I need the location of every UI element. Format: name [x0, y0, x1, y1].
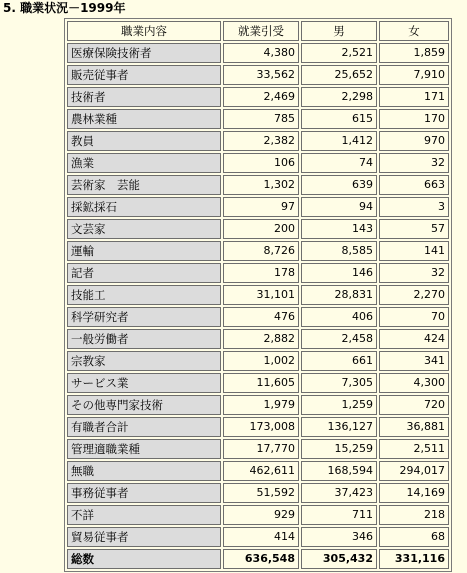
employed-cell: 178 [223, 263, 299, 283]
male-cell: 94 [301, 197, 377, 217]
header-female: 女 [379, 21, 449, 41]
male-cell: 639 [301, 175, 377, 195]
male-cell: 2,521 [301, 43, 377, 63]
female-cell: 2,511 [379, 439, 449, 459]
occupation-cell: 有職者合計 [67, 417, 221, 437]
table-row [67, 329, 449, 349]
table-row [67, 417, 449, 437]
employed-cell: 200 [223, 219, 299, 239]
female-cell: 57 [379, 219, 449, 239]
table-row [67, 439, 449, 459]
female-cell: 720 [379, 395, 449, 415]
male-cell: 2,458 [301, 329, 377, 349]
table-row [67, 373, 449, 393]
table-row [67, 263, 449, 283]
table-row [67, 527, 449, 547]
occupation-cell: 記者 [67, 263, 221, 283]
employed-cell: 17,770 [223, 439, 299, 459]
table-row [67, 87, 449, 107]
male-cell: 615 [301, 109, 377, 129]
table-row [67, 307, 449, 327]
occupation-cell: サービス業 [67, 373, 221, 393]
occupation-cell: その他専門家技術 [67, 395, 221, 415]
occupation-cell: 芸術家 芸能 [67, 175, 221, 195]
employed-cell: 785 [223, 109, 299, 129]
male-cell: 8,585 [301, 241, 377, 261]
occupation-cell: 技術者 [67, 87, 221, 107]
female-cell: 294,017 [379, 461, 449, 481]
header-employed: 就業引受 [223, 21, 299, 41]
table-total-row [67, 549, 449, 569]
table-row [67, 131, 449, 151]
table-row [67, 505, 449, 525]
employed-cell: 4,380 [223, 43, 299, 63]
occupation-cell: 技能工 [67, 285, 221, 305]
female-cell: 170 [379, 109, 449, 129]
occupation-cell: 採鉱採石 [67, 197, 221, 217]
female-cell: 218 [379, 505, 449, 525]
page-title: 5. 職業状況－1999年 [3, 1, 126, 15]
male-cell: 2,298 [301, 87, 377, 107]
occupation-cell: 無職 [67, 461, 221, 481]
occupation-cell: 一般労働者 [67, 329, 221, 349]
female-cell: 14,169 [379, 483, 449, 503]
female-cell: 32 [379, 263, 449, 283]
female-cell: 341 [379, 351, 449, 371]
employed-cell: 929 [223, 505, 299, 525]
female-cell: 2,270 [379, 285, 449, 305]
header-occupation: 職業内容 [67, 21, 221, 41]
table-header-row [67, 21, 449, 41]
employed-cell: 1,979 [223, 395, 299, 415]
female-cell: 3 [379, 197, 449, 217]
male-cell: 25,652 [301, 65, 377, 85]
female-cell: 171 [379, 87, 449, 107]
male-cell: 74 [301, 153, 377, 173]
employed-cell: 8,726 [223, 241, 299, 261]
table-row [67, 241, 449, 261]
employed-cell: 2,882 [223, 329, 299, 349]
female-cell: 970 [379, 131, 449, 151]
male-cell: 346 [301, 527, 377, 547]
occupation-cell: 管理適職業種 [67, 439, 221, 459]
occupation-cell: 文芸家 [67, 219, 221, 239]
employed-cell: 51,592 [223, 483, 299, 503]
female-cell: 7,910 [379, 65, 449, 85]
female-cell: 68 [379, 527, 449, 547]
occupation-cell: 宗教家 [67, 351, 221, 371]
male-cell: 146 [301, 263, 377, 283]
female-cell: 4,300 [379, 373, 449, 393]
employed-cell: 173,008 [223, 417, 299, 437]
occupation-cell: 運輸 [67, 241, 221, 261]
male-cell: 28,831 [301, 285, 377, 305]
female-cell: 36,881 [379, 417, 449, 437]
table-row [67, 285, 449, 305]
employed-cell: 2,382 [223, 131, 299, 151]
employed-cell: 414 [223, 527, 299, 547]
occupation-cell: 事務従事者 [67, 483, 221, 503]
female-cell: 331,116 [379, 549, 449, 569]
male-cell: 37,423 [301, 483, 377, 503]
table-row [67, 43, 449, 63]
employed-cell: 97 [223, 197, 299, 217]
male-cell: 1,412 [301, 131, 377, 151]
table-row [67, 483, 449, 503]
occupation-cell: 医療保険技術者 [67, 43, 221, 63]
employed-cell: 462,611 [223, 461, 299, 481]
male-cell: 168,594 [301, 461, 377, 481]
female-cell: 32 [379, 153, 449, 173]
occupation-table [64, 18, 452, 572]
occupation-cell: 科学研究者 [67, 307, 221, 327]
occupation-cell: 不詳 [67, 505, 221, 525]
occupation-cell: 教員 [67, 131, 221, 151]
employed-cell: 11,605 [223, 373, 299, 393]
header-male: 男 [301, 21, 377, 41]
male-cell: 143 [301, 219, 377, 239]
employed-cell: 106 [223, 153, 299, 173]
occupation-cell: 農林業種 [67, 109, 221, 129]
male-cell: 7,305 [301, 373, 377, 393]
female-cell: 1,859 [379, 43, 449, 63]
table-row [67, 175, 449, 195]
occupation-cell: 漁業 [67, 153, 221, 173]
table-row [67, 461, 449, 481]
female-cell: 663 [379, 175, 449, 195]
table-row [67, 153, 449, 173]
occupation-cell: 総数 [67, 549, 221, 569]
female-cell: 70 [379, 307, 449, 327]
table-row [67, 65, 449, 85]
female-cell: 141 [379, 241, 449, 261]
employed-cell: 476 [223, 307, 299, 327]
male-cell: 136,127 [301, 417, 377, 437]
employed-cell: 31,101 [223, 285, 299, 305]
female-cell: 424 [379, 329, 449, 349]
employed-cell: 636,548 [223, 549, 299, 569]
table-row [67, 219, 449, 239]
male-cell: 661 [301, 351, 377, 371]
table-row [67, 197, 449, 217]
employed-cell: 1,302 [223, 175, 299, 195]
employed-cell: 33,562 [223, 65, 299, 85]
employed-cell: 1,002 [223, 351, 299, 371]
male-cell: 711 [301, 505, 377, 525]
employed-cell: 2,469 [223, 87, 299, 107]
male-cell: 406 [301, 307, 377, 327]
table-row [67, 395, 449, 415]
male-cell: 15,259 [301, 439, 377, 459]
male-cell: 1,259 [301, 395, 377, 415]
occupation-cell: 販売従事者 [67, 65, 221, 85]
occupation-cell: 貿易従事者 [67, 527, 221, 547]
table-row [67, 351, 449, 371]
male-cell: 305,432 [301, 549, 377, 569]
table-row [67, 109, 449, 129]
